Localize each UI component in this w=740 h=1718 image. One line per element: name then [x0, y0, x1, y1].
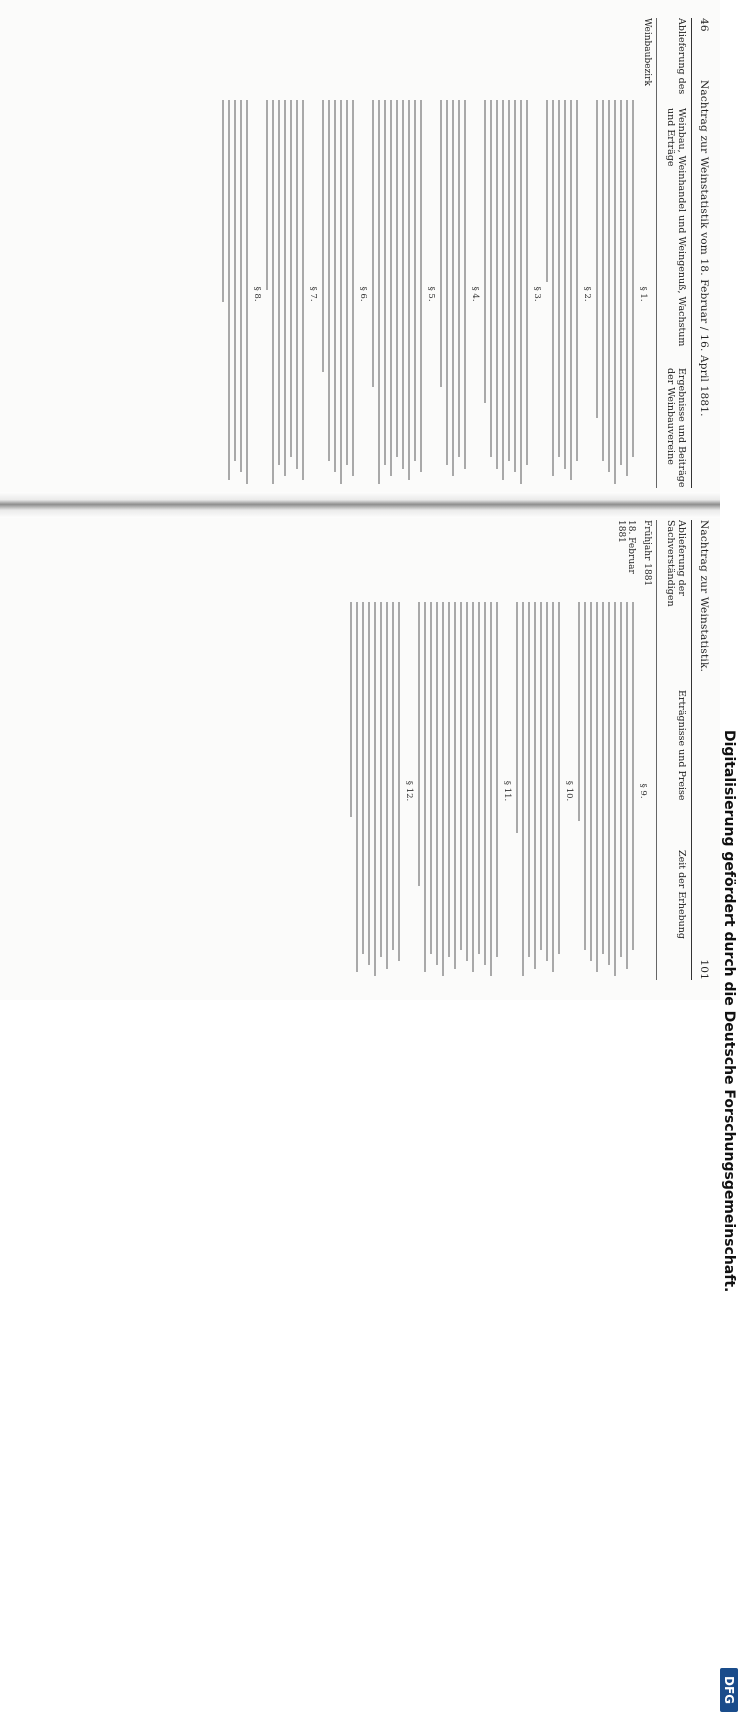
- text-line: [464, 100, 466, 469]
- text-line: [496, 100, 498, 469]
- text-line: [626, 100, 628, 476]
- text-line: [614, 100, 616, 484]
- text-line: [446, 100, 448, 465]
- text-line: [584, 602, 586, 950]
- book-gutter: [0, 492, 720, 518]
- text-line: [602, 602, 604, 954]
- text-line: [442, 602, 444, 976]
- text-line: [620, 602, 622, 957]
- text-line: [458, 100, 460, 457]
- text-line: [278, 100, 280, 465]
- text-line: [378, 100, 380, 484]
- left-page-header: [694, 18, 710, 488]
- text-line: [608, 100, 610, 472]
- section-heading: § 6.: [358, 286, 368, 302]
- text-line: [496, 602, 498, 957]
- text-line: [346, 100, 348, 465]
- right-side-period: Frühjahr 1881: [642, 520, 652, 587]
- text-line: [520, 100, 522, 484]
- text-line: [302, 100, 304, 480]
- text-line: [284, 100, 286, 476]
- right-entry-date: 18. Februar 1881: [616, 520, 636, 574]
- text-line: [380, 602, 382, 957]
- section-heading: § 4.: [470, 286, 480, 302]
- text-line: [246, 100, 248, 484]
- text-line: [502, 100, 504, 480]
- text-line: [350, 602, 352, 817]
- text-line: [478, 602, 480, 954]
- text-line: [534, 602, 536, 969]
- text-line: [452, 100, 454, 476]
- text-line: [266, 100, 268, 290]
- text-line: [540, 602, 542, 950]
- text-line: [374, 602, 376, 976]
- text-line: [234, 100, 236, 461]
- section-heading: § 2.: [582, 286, 592, 302]
- text-line: [362, 602, 364, 954]
- text-line: [222, 100, 224, 302]
- text-line: [596, 602, 598, 972]
- left-column-headers: [656, 18, 692, 488]
- text-line: [602, 100, 604, 461]
- text-line: [368, 602, 370, 965]
- text-line: [272, 100, 274, 484]
- text-line: [578, 602, 580, 821]
- text-line: [328, 100, 330, 461]
- text-line: [564, 100, 566, 469]
- section-heading: § 11.: [502, 780, 512, 802]
- text-line: [418, 602, 420, 886]
- text-line: [290, 100, 292, 457]
- text-line: [334, 100, 336, 472]
- watermark-text: Digitalisierung gefördert durch die Deutsche Forschungsgemeinschaft.: [721, 730, 737, 1293]
- right-running-title: Nachtrag zur Weinstatistik.: [698, 520, 710, 673]
- text-line: [526, 100, 528, 465]
- text-line: [528, 602, 530, 957]
- text-line: [386, 602, 388, 969]
- text-line: [448, 602, 450, 957]
- section-heading: § 10.: [564, 780, 574, 802]
- right-body-text: [346, 602, 652, 980]
- section-heading: § 5.: [426, 286, 436, 302]
- right-side-label: [616, 520, 652, 592]
- text-line: [590, 602, 592, 961]
- text-line: [546, 602, 548, 961]
- right-col1-header: Ablieferung der Sachverständigen: [665, 520, 687, 607]
- right-page-number: 101: [698, 959, 710, 980]
- text-line: [558, 100, 560, 457]
- text-line: [372, 100, 374, 387]
- text-line: [516, 602, 518, 833]
- left-page-number: 46: [698, 18, 710, 32]
- text-line: [454, 602, 456, 969]
- text-line: [340, 100, 342, 484]
- text-line: [472, 602, 474, 972]
- text-line: [596, 100, 598, 418]
- text-line: [570, 100, 572, 480]
- dfg-logo-icon: DFG: [720, 1668, 738, 1712]
- text-line: [352, 100, 354, 476]
- text-line: [460, 602, 462, 950]
- text-line: [490, 602, 492, 976]
- text-line: [552, 602, 554, 972]
- text-line: [398, 602, 400, 961]
- text-line: [436, 602, 438, 965]
- text-line: [508, 100, 510, 461]
- right-col3-header: Zeit der Erhebung: [676, 850, 687, 939]
- left-col3-header: Ergebnisse und Beiträge der Weinbauvereine: [665, 368, 687, 488]
- right-col2-header: Erträgnisse und Preise: [676, 690, 687, 801]
- text-line: [228, 100, 230, 480]
- left-body-text: [218, 100, 652, 488]
- text-line: [484, 602, 486, 965]
- right-page-header: [694, 520, 710, 980]
- text-line: [384, 100, 386, 465]
- text-line: [576, 100, 578, 461]
- right-page: [12, 520, 712, 980]
- text-line: [396, 100, 398, 457]
- left-page: [12, 18, 712, 488]
- text-line: [408, 100, 410, 480]
- text-line: [420, 100, 422, 472]
- text-line: [632, 100, 634, 457]
- text-line: [620, 100, 622, 465]
- text-line: [614, 602, 616, 976]
- section-heading: § 7.: [308, 286, 318, 302]
- text-line: [558, 602, 560, 954]
- text-line: [402, 100, 404, 469]
- left-running-title: Nachtrag zur Weinstatistik vom 18. Februar / 16. April 1881.: [698, 80, 710, 417]
- text-line: [414, 100, 416, 461]
- section-heading: § 12.: [404, 780, 414, 802]
- dfg-watermark: [716, 718, 740, 1718]
- left-col2-header: Weinbau, Weinhandel und Weingenuß, Wachstum und Erträge: [665, 108, 687, 347]
- text-line: [490, 100, 492, 457]
- text-line: [552, 100, 554, 476]
- text-line: [546, 100, 548, 282]
- text-line: [514, 100, 516, 472]
- text-line: [484, 100, 486, 403]
- text-line: [424, 602, 426, 972]
- section-heading: § 3.: [532, 286, 542, 302]
- text-line: [466, 602, 468, 961]
- text-line: [240, 100, 242, 472]
- text-line: [322, 100, 324, 372]
- text-line: [440, 100, 442, 387]
- right-column-headers: [656, 520, 692, 980]
- text-line: [390, 100, 392, 476]
- text-line: [430, 602, 432, 954]
- text-line: [632, 602, 634, 950]
- text-line: [626, 602, 628, 969]
- left-side-label: Weinbaubezirk: [642, 18, 652, 86]
- text-line: [392, 602, 394, 950]
- section-heading: § 9.: [638, 783, 648, 799]
- text-line: [356, 602, 358, 972]
- section-heading: § 1.: [638, 286, 648, 302]
- left-col1-header: Ablieferung des: [676, 18, 687, 95]
- text-line: [608, 602, 610, 965]
- text-line: [296, 100, 298, 469]
- text-line: [522, 602, 524, 976]
- section-heading: § 8.: [252, 286, 262, 302]
